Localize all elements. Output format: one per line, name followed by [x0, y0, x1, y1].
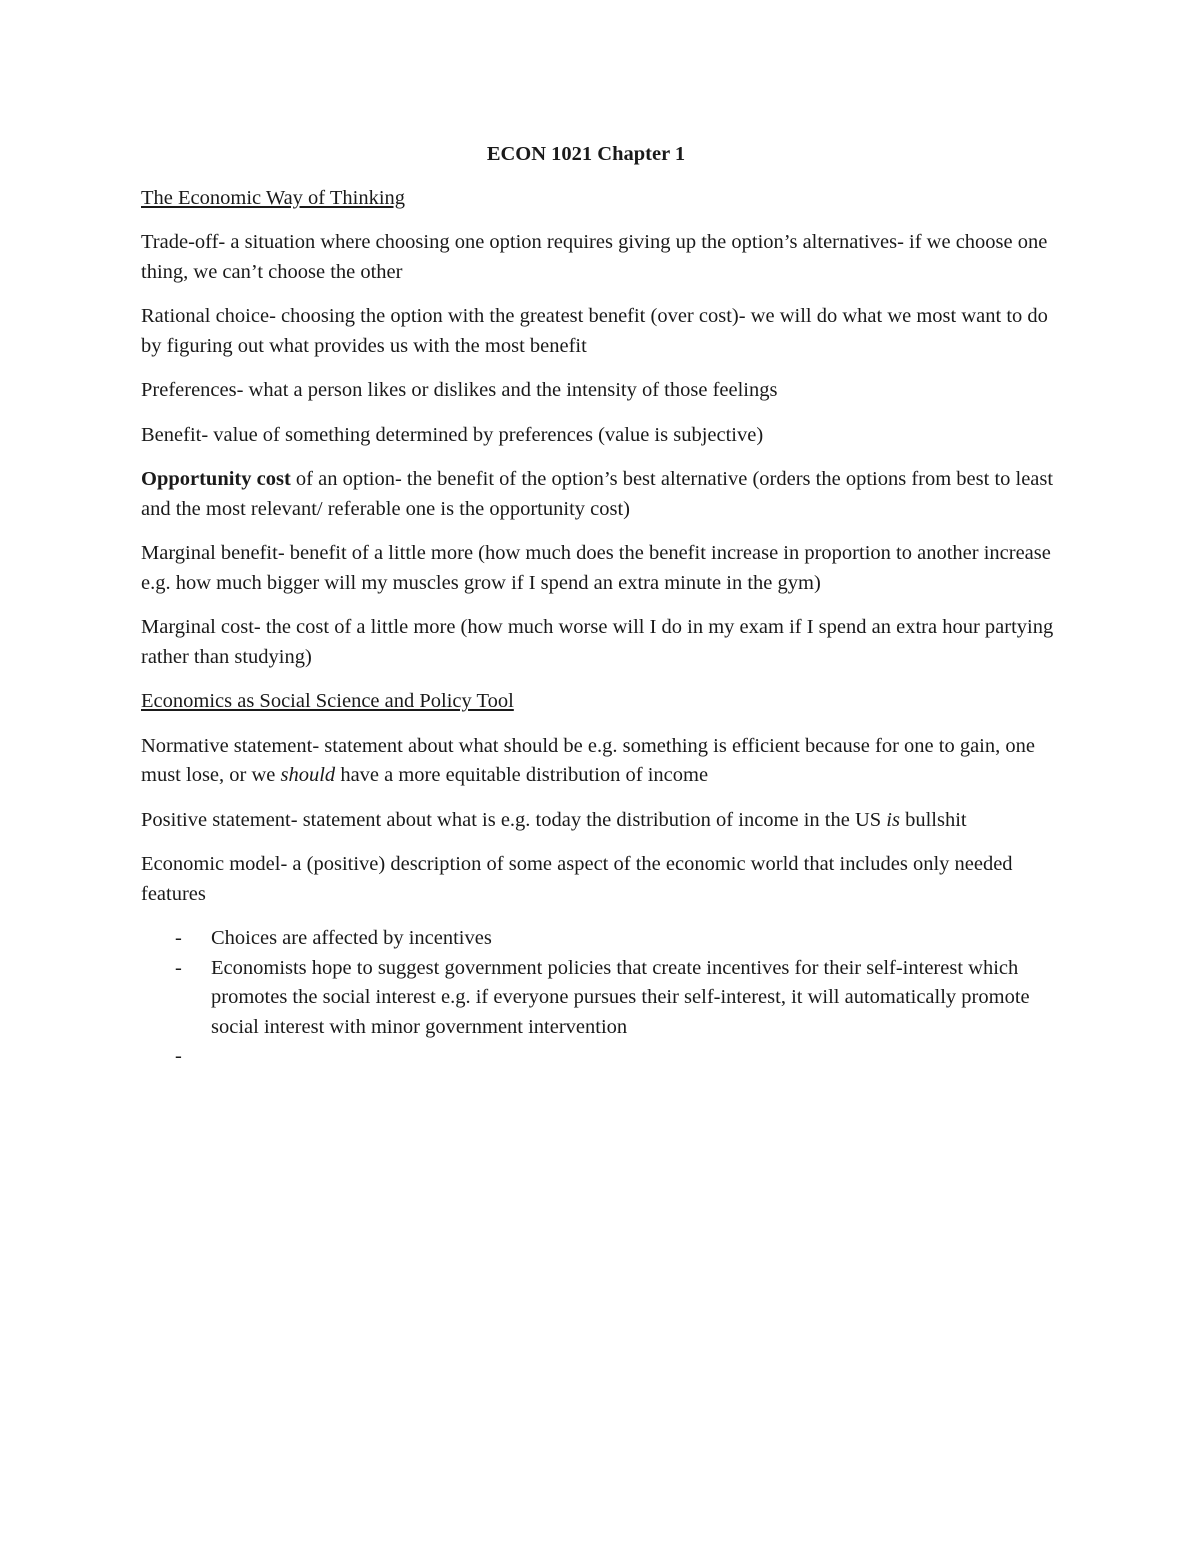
list-item: [141, 954, 1061, 1043]
list-item-text: Economists hope to suggest government policies that create incentives for their self-interest which promotes the social interest e.g. if everyone pursues their self-interest, it will automatically promote social interest with minor government intervention: [211, 956, 1030, 1038]
definition-opportunity-cost: [141, 465, 1061, 524]
positive-emphasis: is: [886, 808, 900, 831]
definition-normative-statement: [141, 732, 1061, 791]
list-item-text: Choices are affected by incentives: [211, 927, 492, 949]
definition-tradeoff: Trade-off- a situation where choosing one option requires giving up the option’s alternatives- if we choose one thing, we can’t choose the other: [141, 231, 1048, 283]
definition-benefit: Benefit- value of something determined by preferences (value is subjective): [141, 423, 764, 446]
bullet-dash: -: [175, 956, 182, 979]
opportunity-cost-text: of an option- the benefit of the option’s best alternative (orders the options from best to least and the most relevant/ referable one is the opportunity cost): [141, 468, 1054, 520]
bullet-dash: -: [175, 927, 182, 949]
positive-text-2: bullshit: [899, 808, 967, 831]
list-item-text: [211, 1045, 216, 1067]
normative-text-2: have a more equitable distribution of income: [335, 764, 709, 786]
list-item: [141, 924, 1061, 954]
list-item: [141, 1042, 1061, 1072]
definition-marginal-benefit: Marginal benefit- benefit of a little more (how much does the benefit increase in proportion to another increase e.g. how much bigger will my muscles grow if I spend an extra minute in the gym): [141, 542, 1051, 594]
bullet-dash: -: [175, 1045, 182, 1067]
section-heading-economic-way: The Economic Way of Thinking: [141, 186, 406, 209]
document-title: ECON 1021 Chapter 1: [486, 143, 686, 165]
document-page: [141, 140, 1061, 1072]
positive-text-1: Positive statement- statement about what is e.g. today the distribution of income in the US: [141, 808, 887, 831]
definition-marginal-cost: Marginal cost- the cost of a little more (how much worse will I do in my exam if I spend an extra hour partying rather than studying): [141, 616, 1054, 668]
opportunity-cost-term: Opportunity cost: [141, 468, 291, 490]
definition-rational-choice: Rational choice- choosing the option with the greatest benefit (over cost)- we will do what we most want to do by figuring out what provides us with the most benefit: [141, 305, 1048, 357]
bullet-list: [141, 924, 1061, 1072]
definition-preferences: Preferences- what a person likes or dislikes and the intensity of those feelings: [141, 379, 778, 401]
normative-emphasis: should: [280, 764, 336, 786]
definition-positive-statement: [141, 806, 1061, 836]
definition-economic-model: Economic model- a (positive) description of some aspect of the economic world that includes only needed features: [141, 853, 1013, 905]
section-heading-social-science: Economics as Social Science and Policy Tool: [141, 690, 514, 712]
normative-text-1: Normative statement- statement about what should be e.g. something is efficient because for one to gain, one must lose, or we: [141, 734, 1035, 786]
